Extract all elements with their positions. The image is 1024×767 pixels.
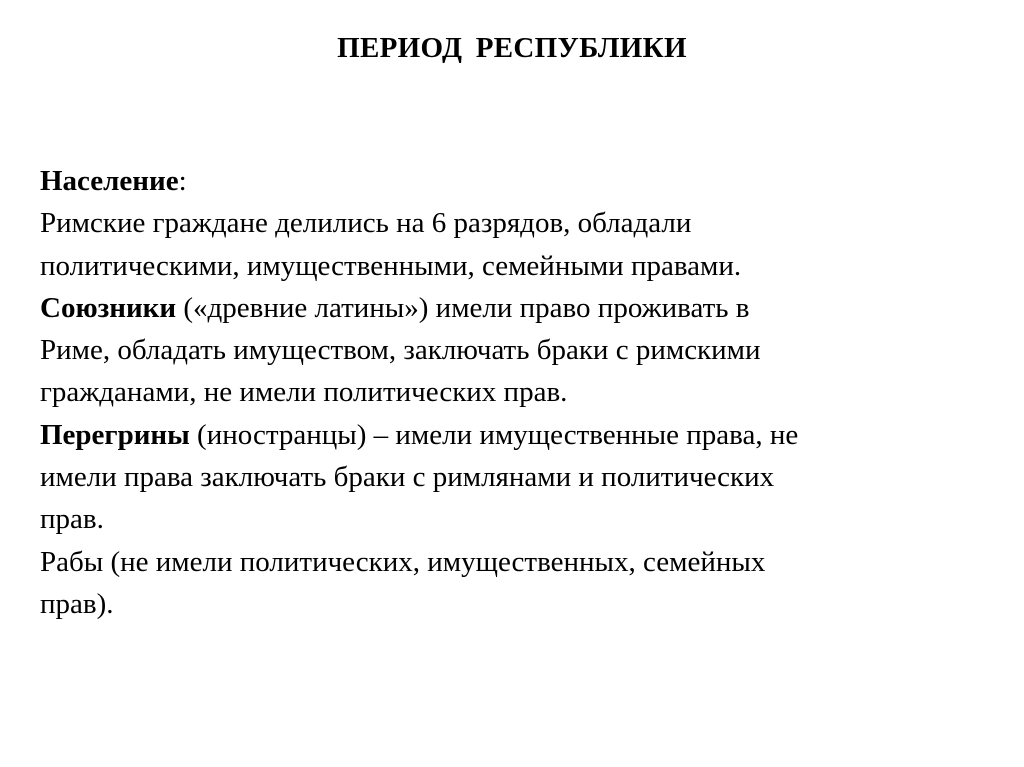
text-line: прав). [40, 587, 114, 620]
text-line: прав. [40, 503, 104, 536]
slide-title: ПЕРИОД РЕСПУБЛИКИ [337, 32, 687, 64]
text-line: Союзники («древние латины») имели право проживать в [40, 291, 750, 324]
text-line: Население: [40, 165, 187, 197]
text-line: имели права заключать браки с римлянами и политических [40, 461, 775, 494]
slide-body [40, 160, 1000, 625]
text-line: Риме, обладать имуществом, заключать браки с римскими [40, 334, 761, 367]
text-line: гражданами, не имели политических прав. [40, 376, 568, 409]
text-line: политическими, имущественными, семейными правами. [40, 249, 742, 282]
text-line: Перегрины (иностранцы) – имели имущественные права, не [40, 418, 799, 451]
text-line: Рабы (не имели политических, имущественных, семейных [40, 545, 766, 578]
term-population: Население [40, 165, 179, 197]
term-peregrines: Перегрины [40, 418, 190, 451]
term-allies: Союзники [40, 291, 177, 324]
text-line: Римские граждане делились на 6 разрядов, обладали [40, 207, 692, 240]
